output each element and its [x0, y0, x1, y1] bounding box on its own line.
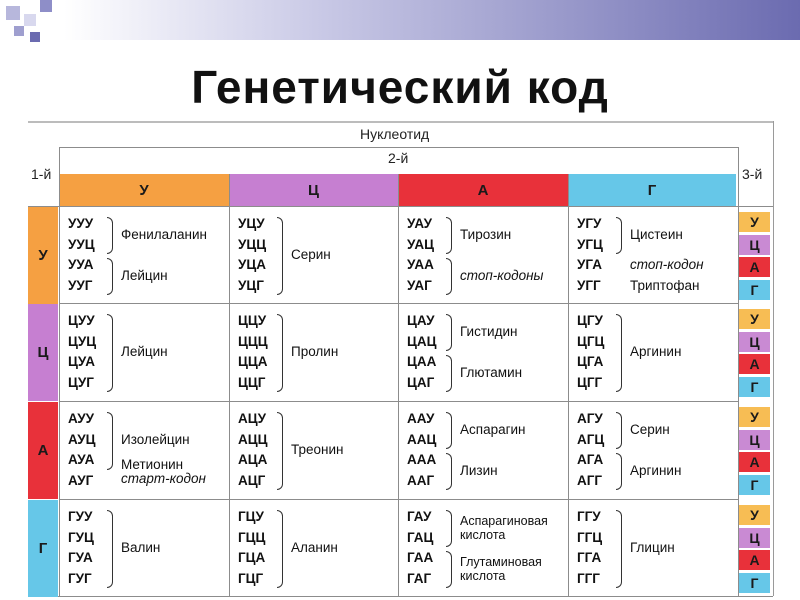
third-letter-2-3: А	[739, 354, 770, 374]
codon: ГЦА	[238, 550, 266, 565]
column-header-4: Г	[568, 174, 736, 206]
codon: ГУУ	[68, 509, 93, 524]
brace-bracket	[277, 314, 283, 392]
codon: АЦУ	[238, 411, 267, 426]
divider-line	[398, 174, 399, 596]
codon: ГУЦ	[68, 529, 94, 545]
amino-acid-label: Аргинин	[630, 462, 682, 478]
brace-bracket	[446, 314, 452, 351]
codon: АЦА	[238, 452, 268, 467]
divider-line	[59, 148, 60, 174]
codon: ГГГ	[577, 570, 600, 586]
codon: ЦЦА	[238, 354, 268, 369]
third-letter-3-4: Г	[739, 475, 770, 495]
brace-bracket	[446, 355, 452, 392]
brace-bracket	[107, 510, 113, 588]
amino-acid-label: Тирозин	[460, 226, 512, 242]
codon: ААУ	[407, 411, 435, 426]
codon: ЦАЦ	[407, 333, 437, 349]
divider-line	[28, 206, 773, 207]
amino-acid-label: Аспарагиновая кислота	[460, 513, 548, 542]
row-header-3: А	[28, 402, 58, 499]
codon: ГАА	[407, 550, 434, 565]
brace-bracket	[107, 217, 113, 254]
decor-square	[30, 32, 40, 42]
row-header-2: Ц	[28, 304, 58, 401]
amino-acid-label: Серин	[291, 247, 331, 262]
brace-bracket	[446, 258, 452, 295]
third-letter-2-1: У	[739, 309, 770, 329]
codon: ААЦ	[407, 431, 437, 447]
codon: УГА	[577, 257, 602, 272]
codon: ЦГУ	[577, 313, 603, 328]
codon: ГУА	[68, 550, 93, 565]
third-letter-3-3: А	[739, 452, 770, 472]
codon: АУУ	[68, 411, 95, 426]
codon: ЦУГ	[68, 374, 94, 390]
codon: УЦУ	[238, 216, 265, 231]
brace-bracket	[616, 412, 622, 449]
amino-acid-label: Глютамин	[460, 364, 523, 380]
amino-acid-label: Серин	[630, 421, 670, 437]
codon: УАГ	[407, 277, 432, 293]
amino-acid-label: Фенилаланин	[121, 226, 207, 242]
column-header-1: У	[59, 174, 229, 206]
decor-square	[24, 14, 36, 26]
codon: ГЦГ	[238, 570, 264, 586]
codon: ЦАУ	[407, 313, 435, 328]
codon: ГАГ	[407, 570, 432, 586]
column-header-2: Ц	[229, 174, 398, 206]
codon: ГГУ	[577, 509, 601, 524]
header-nucleotide: Нуклеотид	[360, 126, 430, 142]
codon: АГА	[577, 452, 604, 467]
divider-line	[28, 596, 773, 597]
row-header-1: У	[28, 207, 58, 304]
brace-bracket	[107, 314, 113, 392]
third-letter-1-3: А	[739, 257, 770, 277]
codon: УЦЦ	[238, 236, 267, 252]
amino-acid-label: Аргинин	[630, 344, 682, 359]
third-letter-1-4: Г	[739, 280, 770, 300]
brace-bracket	[446, 510, 452, 547]
third-letter-3-2: Ц	[739, 430, 770, 450]
third-letter-4-2: Ц	[739, 528, 770, 548]
amino-acid-label: Аланин	[291, 540, 338, 555]
amino-acid-label: стоп-кодоны	[460, 267, 544, 283]
codon: ГАУ	[407, 509, 432, 524]
codon: УГУ	[577, 216, 602, 231]
codon: УГГ	[577, 277, 601, 293]
header-third: 3-й	[742, 166, 763, 182]
codon: ГУГ	[68, 570, 92, 586]
amino-acid-label: стоп-кодон	[630, 257, 704, 272]
third-letter-2-4: Г	[739, 377, 770, 397]
codon: ЦУЦ	[68, 333, 97, 349]
brace-bracket	[446, 453, 452, 490]
brace-bracket	[107, 412, 113, 470]
codon: УЦА	[238, 257, 267, 272]
codon: ЦАГ	[407, 374, 435, 390]
codon: УУА	[68, 257, 94, 272]
divider-line	[59, 147, 739, 148]
header-first: 1-й	[31, 166, 52, 182]
divider-line	[59, 499, 739, 500]
codon: АЦГ	[238, 472, 266, 488]
third-letter-1-2: Ц	[739, 235, 770, 255]
codon: АГГ	[577, 472, 603, 488]
codon: ГЦЦ	[238, 529, 266, 545]
row-header-4: Г	[28, 500, 58, 597]
amino-acid-label: Глутаминовая кислота	[460, 554, 542, 583]
amino-acid-label: Метионин	[121, 456, 184, 472]
divider-line	[59, 303, 739, 304]
third-letter-4-4: Г	[739, 573, 770, 593]
codon: ЦЦГ	[238, 374, 266, 390]
title-gradient-bar	[0, 0, 800, 40]
brace-bracket	[446, 412, 452, 449]
codon: ЦУУ	[68, 313, 95, 328]
amino-acid-label: Изолейцин	[121, 431, 190, 447]
brace-bracket	[616, 217, 622, 254]
codon: ЦАА	[407, 354, 437, 369]
brace-bracket	[277, 217, 283, 295]
column-header-3: А	[398, 174, 568, 206]
amino-acid-label: Лейцин	[121, 267, 168, 283]
codon: УАЦ	[407, 236, 434, 252]
codon: ГГЦ	[577, 529, 603, 545]
codon: ААГ	[407, 472, 435, 488]
codon: АУЦ	[68, 431, 96, 447]
amino-acid-label: Пролин	[291, 344, 339, 359]
codon: АГУ	[577, 411, 603, 426]
amino-acid-label: Триптофан	[630, 277, 700, 293]
divider-line	[59, 401, 739, 402]
header-second: 2-й	[388, 150, 409, 166]
brace-bracket	[616, 453, 622, 490]
codon: УУЦ	[68, 236, 95, 252]
brace-bracket	[446, 217, 452, 254]
brace-bracket	[277, 412, 283, 490]
brace-bracket	[616, 314, 622, 392]
codon: ГГА	[577, 550, 602, 565]
decor-square	[40, 0, 52, 12]
amino-acid-label: Лейцин	[121, 344, 168, 359]
third-letter-2-2: Ц	[739, 332, 770, 352]
third-letter-1-1: У	[739, 212, 770, 232]
codon: ЦУА	[68, 354, 95, 369]
amino-acid-label: Гистидин	[460, 323, 518, 339]
codon: ГАЦ	[407, 529, 434, 545]
table-top-rule	[28, 121, 773, 123]
amino-acid-label: Цистеин	[630, 226, 683, 242]
codon: УАА	[407, 257, 434, 272]
brace-bracket	[446, 551, 452, 588]
divider-line	[59, 174, 60, 596]
third-letter-3-1: У	[739, 407, 770, 427]
codon: АУА	[68, 452, 95, 467]
brace-bracket	[107, 258, 113, 295]
codon: ЦГЦ	[577, 333, 605, 349]
amino-acid-label: старт-кодон	[121, 470, 206, 486]
codon: УАУ	[407, 216, 433, 231]
codon: АЦЦ	[238, 431, 268, 447]
third-letter-4-3: А	[739, 550, 770, 570]
divider-line	[229, 174, 230, 596]
decor-square	[6, 6, 20, 20]
divider-line	[738, 148, 739, 174]
codon: ЦГА	[577, 354, 604, 369]
codon: ААА	[407, 452, 437, 467]
amino-acid-label: Глицин	[630, 540, 675, 555]
amino-acid-label: Треонин	[291, 442, 344, 457]
codon: УУГ	[68, 277, 93, 293]
codon: АГЦ	[577, 431, 605, 447]
brace-bracket	[277, 510, 283, 588]
page-title: Генетический код	[191, 61, 609, 113]
amino-acid-label: Аспарагин	[460, 421, 526, 437]
codon: ЦГГ	[577, 374, 603, 390]
divider-line	[568, 174, 569, 596]
amino-acid-label: Валин	[121, 540, 161, 555]
codon: ЦЦУ	[238, 313, 267, 328]
codon: АУГ	[68, 472, 94, 488]
codon: УУУ	[68, 216, 94, 231]
codon: УГЦ	[577, 236, 603, 252]
amino-acid-label: Лизин	[460, 462, 498, 478]
brace-bracket	[616, 510, 622, 588]
decor-square	[14, 26, 24, 36]
codon: УЦГ	[238, 277, 264, 293]
codon: ГЦУ	[238, 509, 264, 524]
third-letter-4-1: У	[739, 505, 770, 525]
codon: ЦЦЦ	[238, 333, 268, 349]
